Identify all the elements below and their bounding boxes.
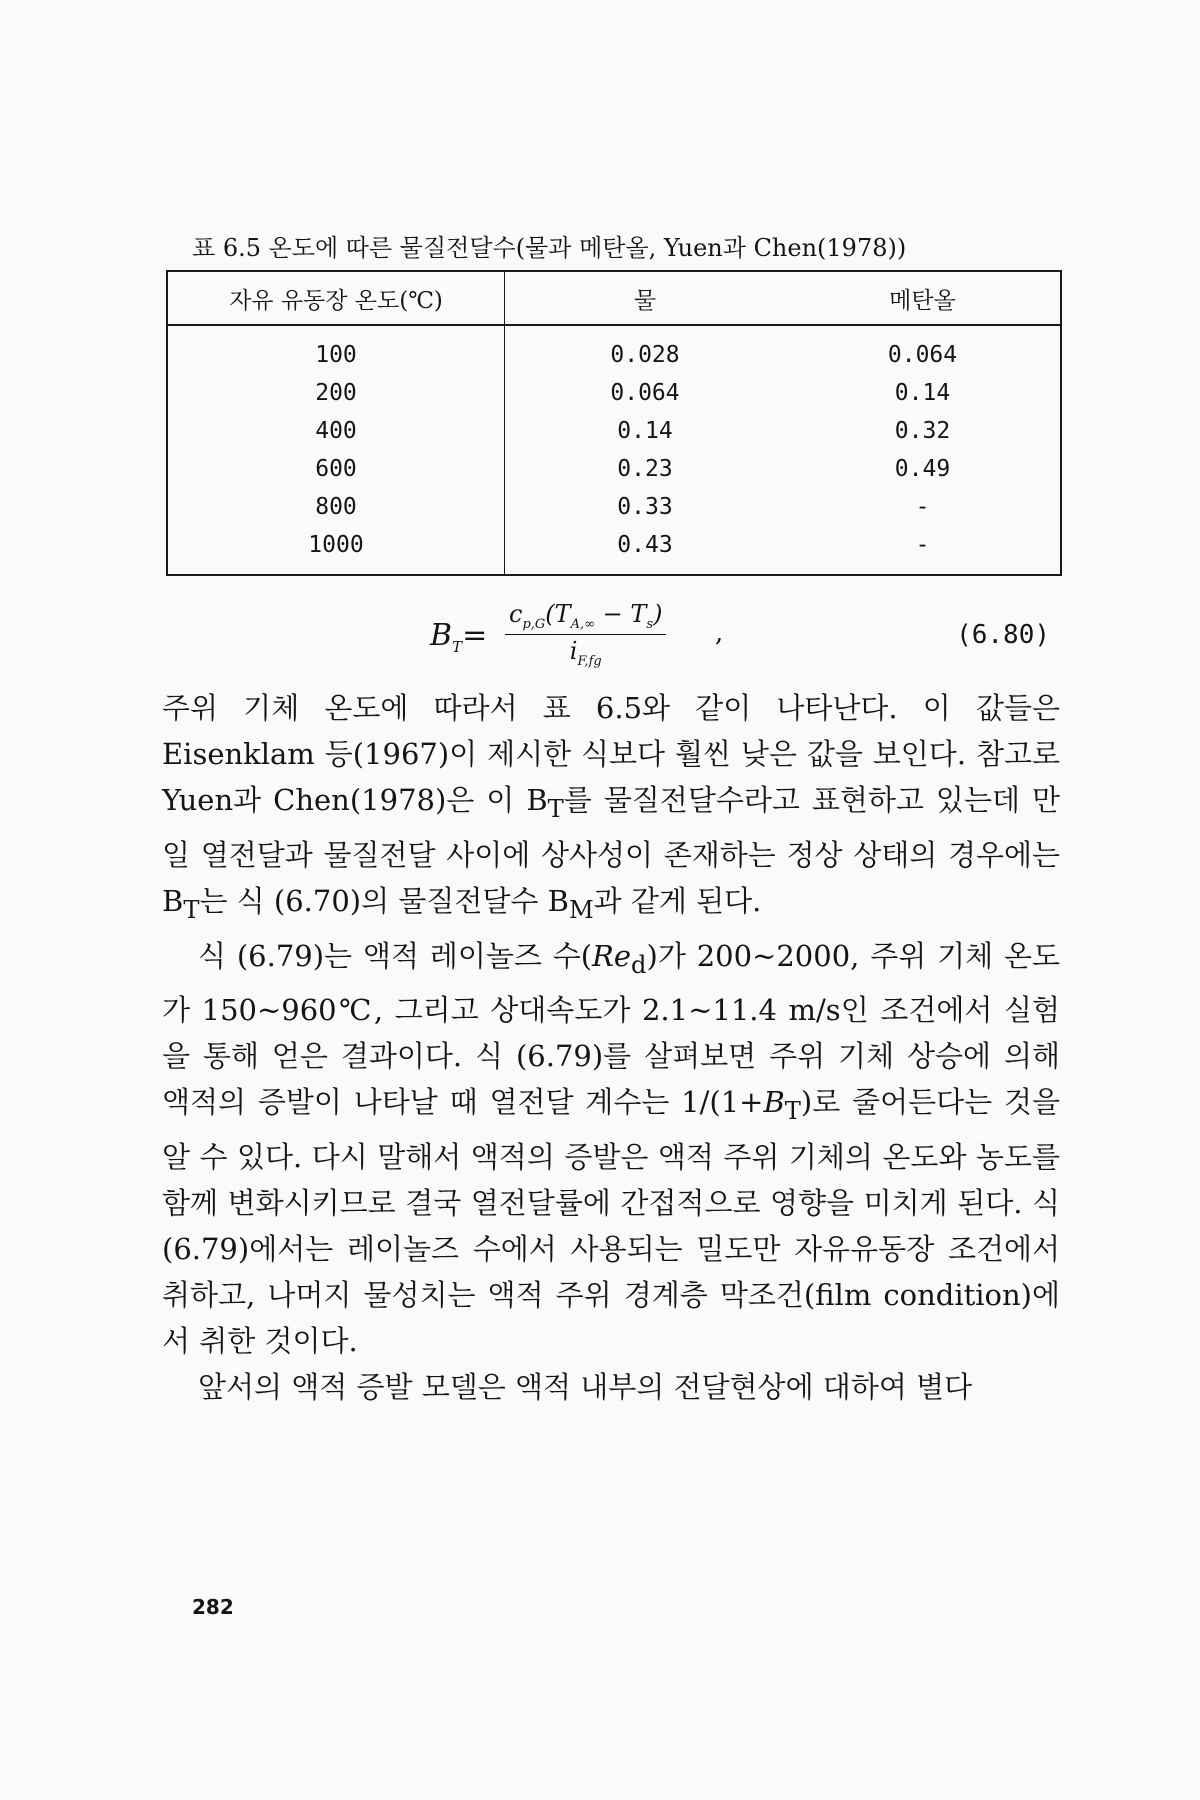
cell-temperature: 100 <box>167 325 505 374</box>
cell-water: 0.14 <box>617 418 673 444</box>
cell-water: 0.33 <box>617 494 673 520</box>
table-row <box>167 450 1061 488</box>
page-number: 282 <box>192 1595 234 1619</box>
cell-water: 0.028 <box>610 342 680 368</box>
cell-water: 0.43 <box>617 532 673 558</box>
equation-comma: , <box>715 618 724 648</box>
cell-water: 0.23 <box>617 456 673 482</box>
cell-methanol: 0.49 <box>894 456 951 482</box>
equation-denominator: $i_{F,fg}$ <box>569 636 602 669</box>
cell-temperature: 1000 <box>167 526 505 575</box>
equation-numerator: $c_{p,G}(T_{A,\infty} - T_s)$ <box>505 600 666 635</box>
table-row <box>167 526 1061 575</box>
mass-transfer-table <box>166 270 1062 576</box>
cell-temperature: 800 <box>167 488 505 526</box>
cell-methanol: - <box>915 532 930 558</box>
paragraph: 앞서의 액적 증발 모델은 액적 내부의 전달현상에 대하여 별다 <box>198 1370 973 1405</box>
cell-methanol: 0.14 <box>894 380 951 406</box>
header-methanol: 메탄올 <box>785 271 1061 325</box>
equation-lhs: $B_T=$ <box>430 618 488 656</box>
cell-methanol: - <box>915 494 930 520</box>
header-water: 물 <box>505 271 786 325</box>
table-header-row <box>167 271 1061 325</box>
paragraph: 식 (6.79)는 액적 레이놀즈 수$(Re_d)$가 200~2000, 주위 기체 온도가 150~960℃, 그리고 상대속도가 2.1~11.4 m/s인 조건에서 실험을 통해 얻은 결과이다. 식 (6.79)를 살펴보면 주위 기체 상승에 의해 액적의 증발이 나타날 때 열전달 계수는 $1/(1+B_T)$로 줄어든다는 것을 알 수 있다. 다시 말해서 액적의 증발은 액적 주위 기체의 온도와 농도를 함께 변화시키므로 결국 열전달률에 간접적으로 영향을 미치게 된다. 식 (6.79)에서는 레이놀즈 수에서 사용되는 밀도만 자유유동장 조건에서 취하고, 나머지 물성치는 액적 주위 경계층 막조건(film condition)에서 취한 것이다. <box>162 938 1060 1359</box>
table-row <box>167 325 1061 374</box>
table-row <box>167 374 1061 412</box>
table-row <box>167 488 1061 526</box>
header-temperature: 자유 유동장 온도(℃) <box>167 271 505 325</box>
cell-temperature: 600 <box>167 450 505 488</box>
equation-number: (6.80) <box>956 620 1050 650</box>
cell-temperature: 200 <box>167 374 505 412</box>
body-text <box>162 685 1060 1410</box>
cell-water: 0.064 <box>610 380 680 406</box>
table-caption: 표 6.5 온도에 따른 물질전달수(물과 메탄올, Yuen과 Chen(1978)) <box>192 234 907 262</box>
cell-methanol: 0.32 <box>894 418 951 444</box>
cell-methanol: 0.064 <box>887 342 958 368</box>
cell-temperature: 400 <box>167 412 505 450</box>
equation-fraction <box>505 600 666 669</box>
equation-6-80 <box>430 600 1070 680</box>
table-row <box>167 412 1061 450</box>
paragraph: 주위 기체 온도에 따라서 표 6.5와 같이 나타난다. 이 값들은 Eisenklam 등(1967)이 제시한 식보다 훨씬 낮은 값을 보인다. 참고로 Yuen과 Chen(1978)은 이 $B_T$를 물질전달수라고 표현하고 있는데 만일 열전달과 물질전달 사이에 상사성이 존재하는 정상 상태의 경우에는 $B_T$는 식 (6.70)의 물질전달수 $B_M$과 같게 된다. <box>162 691 1060 924</box>
